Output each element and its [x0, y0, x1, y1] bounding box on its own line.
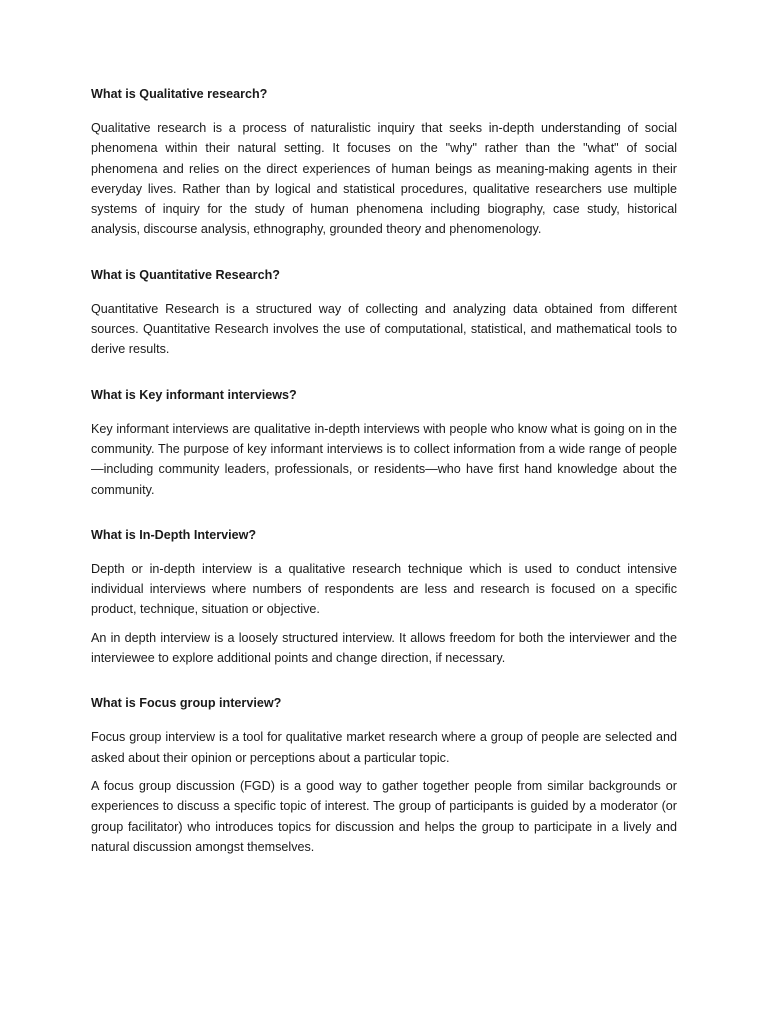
section-paragraph: An in depth interview is a loosely structured interview. It allows freedom for both the interviewer and the interviewee to explore additional points and change direction, if necessary. [91, 630, 677, 666]
section-paragraph: A focus group discussion (FGD) is a good way to gather together people from similar backgrounds or experiences to discuss a specific topic of interest. The group of participants is guided by a moderator (or group facilitator) who introduces topics for discussion and helps the group to participate in a lively and natural discussion amongst themselves. [91, 778, 677, 854]
section-quantitative-research [91, 265, 677, 360]
section-qualitative-research [91, 84, 677, 240]
section-heading: What is Focus group interview? [91, 696, 282, 711]
section-focus-group-interview [91, 693, 677, 857]
section-paragraph: Qualitative research is a process of naturalistic inquiry that seeks in-depth understanding of social phenomena within their natural setting. It focuses on the "why" rather than the "what" of social phenomena and relies on the direct experiences of human beings as meaning-making agents in their everyday lives. Rather than by logical and statistical procedures, qualitative researchers use multiple systems of inquiry for the study of human phenomena including biography, case study, historical analysis, discourse analysis, ethnography, grounded theory and phenomenology. [91, 121, 677, 237]
section-in-depth-interview [91, 525, 677, 668]
section-heading: What is Qualitative research? [91, 87, 268, 101]
section-heading: What is Quantitative Research? [91, 267, 280, 282]
section-paragraph: Focus group interview is a tool for qualitative market research where a group of people are selected and asked about their opinion or perceptions about a particular topic. [91, 730, 677, 765]
section-heading: What is In-Depth Interview? [91, 527, 257, 542]
section-key-informant-interviews [91, 385, 677, 500]
document-page [91, 84, 677, 882]
section-paragraph: Depth or in-depth interview is a qualitative research technique which is used to conduct intensive individual interviews where numbers of respondents are less and research is focused on a specific product, technique, situation or objective. [91, 561, 677, 617]
section-paragraph: Quantitative Research is a structured way of collecting and analyzing data obtained from different sources. Quantitative Research involves the use of computational, statistical, and mathematical tools to derive results. [91, 301, 677, 357]
section-heading: What is Key informant interviews? [91, 387, 297, 402]
section-paragraph: Key informant interviews are qualitative in-depth interviews with people who know what is going on in the community. The purpose of key informant interviews is to collect information from a wide range of people—including community leaders, professionals, or residents—who have first hand knowledge about the community. [91, 421, 677, 497]
